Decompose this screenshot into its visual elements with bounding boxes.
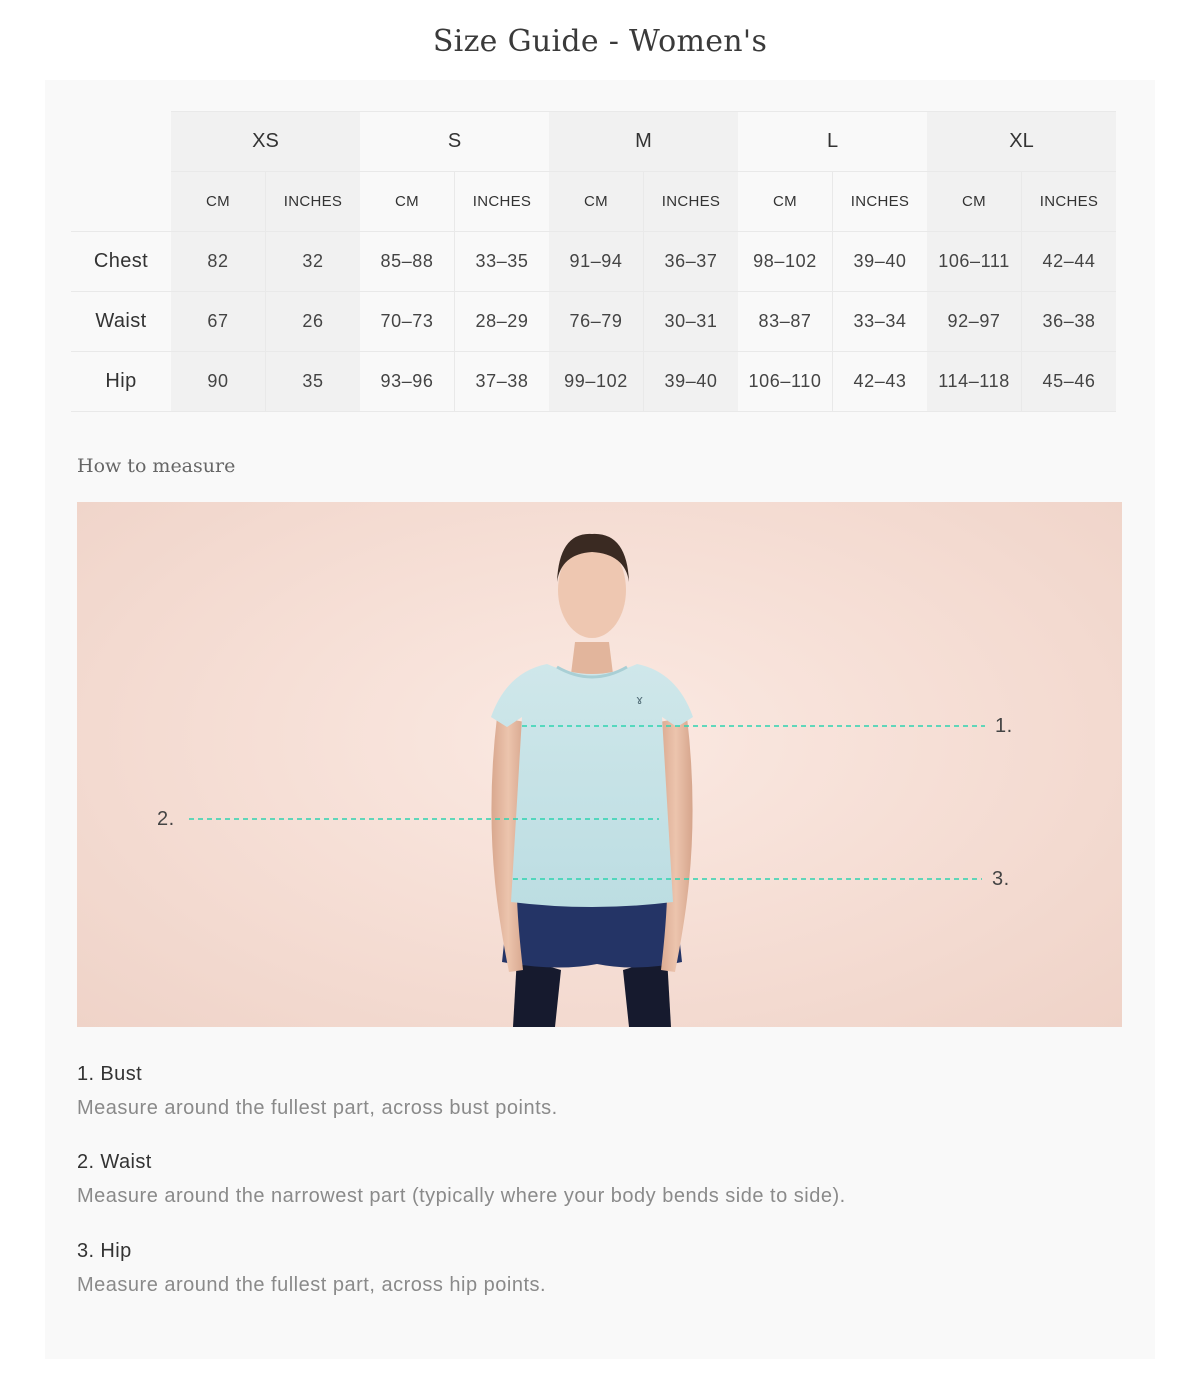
shorts (502, 897, 682, 968)
measure-item-title: 2. Waist (77, 1151, 152, 1173)
row-label-hip: Hip (71, 352, 171, 412)
table-row-waist (71, 292, 1116, 352)
unit-header: CM (738, 172, 833, 232)
table-cell: 91–94 (549, 232, 644, 292)
table-cell: 114–118 (927, 352, 1022, 412)
unit-header: INCHES (266, 172, 361, 232)
table-cell: 85–88 (360, 232, 455, 292)
measure-item-text: Measure around the narrowest part (typically where your body bends side to side). (77, 1185, 846, 1207)
table-cell: 92–97 (927, 292, 1022, 352)
measure-item-title: 1. Bust (77, 1063, 143, 1085)
row-label-chest: Chest (71, 232, 171, 292)
table-cell: 30–31 (644, 292, 739, 352)
size-table (71, 111, 1116, 412)
table-cell: 42–44 (1022, 232, 1117, 292)
row-label-waist: Waist (71, 292, 171, 352)
unit-header: CM (360, 172, 455, 232)
size-guide-panel (45, 80, 1155, 1359)
table-cell: 99–102 (549, 352, 644, 412)
brand-logo: ɤ (636, 693, 644, 707)
size-header-xs: XS (171, 112, 360, 172)
table-cell: 36–37 (644, 232, 739, 292)
size-header-m: M (549, 112, 738, 172)
waist-marker: 2. (157, 808, 175, 830)
table-cell: 32 (266, 232, 361, 292)
table-cell: 33–35 (455, 232, 550, 292)
table-row-hip (71, 352, 1116, 412)
table-cell: 106–110 (738, 352, 833, 412)
measurement-figure (77, 502, 1122, 1027)
table-cell: 82 (171, 232, 266, 292)
table-cell: 36–38 (1022, 292, 1117, 352)
table-cell: 45–46 (1022, 352, 1117, 412)
size-header-row (71, 112, 1116, 172)
hip-marker: 3. (992, 868, 1010, 890)
measure-item-title: 3. Hip (77, 1240, 132, 1262)
unit-header: CM (927, 172, 1022, 232)
unit-header: INCHES (1022, 172, 1117, 232)
bust-marker: 1. (995, 715, 1013, 737)
t-shirt (491, 664, 693, 907)
how-to-measure-heading: How to measure (77, 455, 236, 477)
table-cell: 70–73 (360, 292, 455, 352)
size-header-s: S (360, 112, 549, 172)
table-cell: 39–40 (833, 232, 928, 292)
size-header-xl: XL (927, 112, 1116, 172)
model-illustration (77, 502, 1122, 1027)
unit-header: INCHES (644, 172, 739, 232)
table-cell: 90 (171, 352, 266, 412)
measure-item-hip (77, 1240, 546, 1297)
measure-item-bust (77, 1063, 558, 1120)
measure-item-text: Measure around the fullest part, across bust points. (77, 1097, 558, 1119)
measure-item-text: Measure around the fullest part, across hip points. (77, 1274, 547, 1296)
table-cell: 106–111 (927, 232, 1022, 292)
table-cell: 28–29 (455, 292, 550, 352)
unit-header: INCHES (833, 172, 928, 232)
table-corner (71, 172, 171, 232)
measure-item-waist (77, 1151, 846, 1208)
size-header-l: L (738, 112, 927, 172)
table-cell: 35 (266, 352, 361, 412)
unit-header: INCHES (455, 172, 550, 232)
table-cell: 76–79 (549, 292, 644, 352)
table-cell: 26 (266, 292, 361, 352)
table-row-chest (71, 232, 1116, 292)
table-cell: 83–87 (738, 292, 833, 352)
table-cell: 33–34 (833, 292, 928, 352)
table-cell: 37–38 (455, 352, 550, 412)
table-corner (71, 112, 171, 172)
unit-header: CM (171, 172, 266, 232)
table-cell: 98–102 (738, 232, 833, 292)
table-cell: 93–96 (360, 352, 455, 412)
unit-header: CM (549, 172, 644, 232)
table-cell: 39–40 (644, 352, 739, 412)
unit-header-row (71, 172, 1116, 232)
table-cell: 42–43 (833, 352, 928, 412)
table-cell: 67 (171, 292, 266, 352)
neck (571, 642, 613, 674)
page-title: Size Guide - Women's (432, 24, 768, 59)
